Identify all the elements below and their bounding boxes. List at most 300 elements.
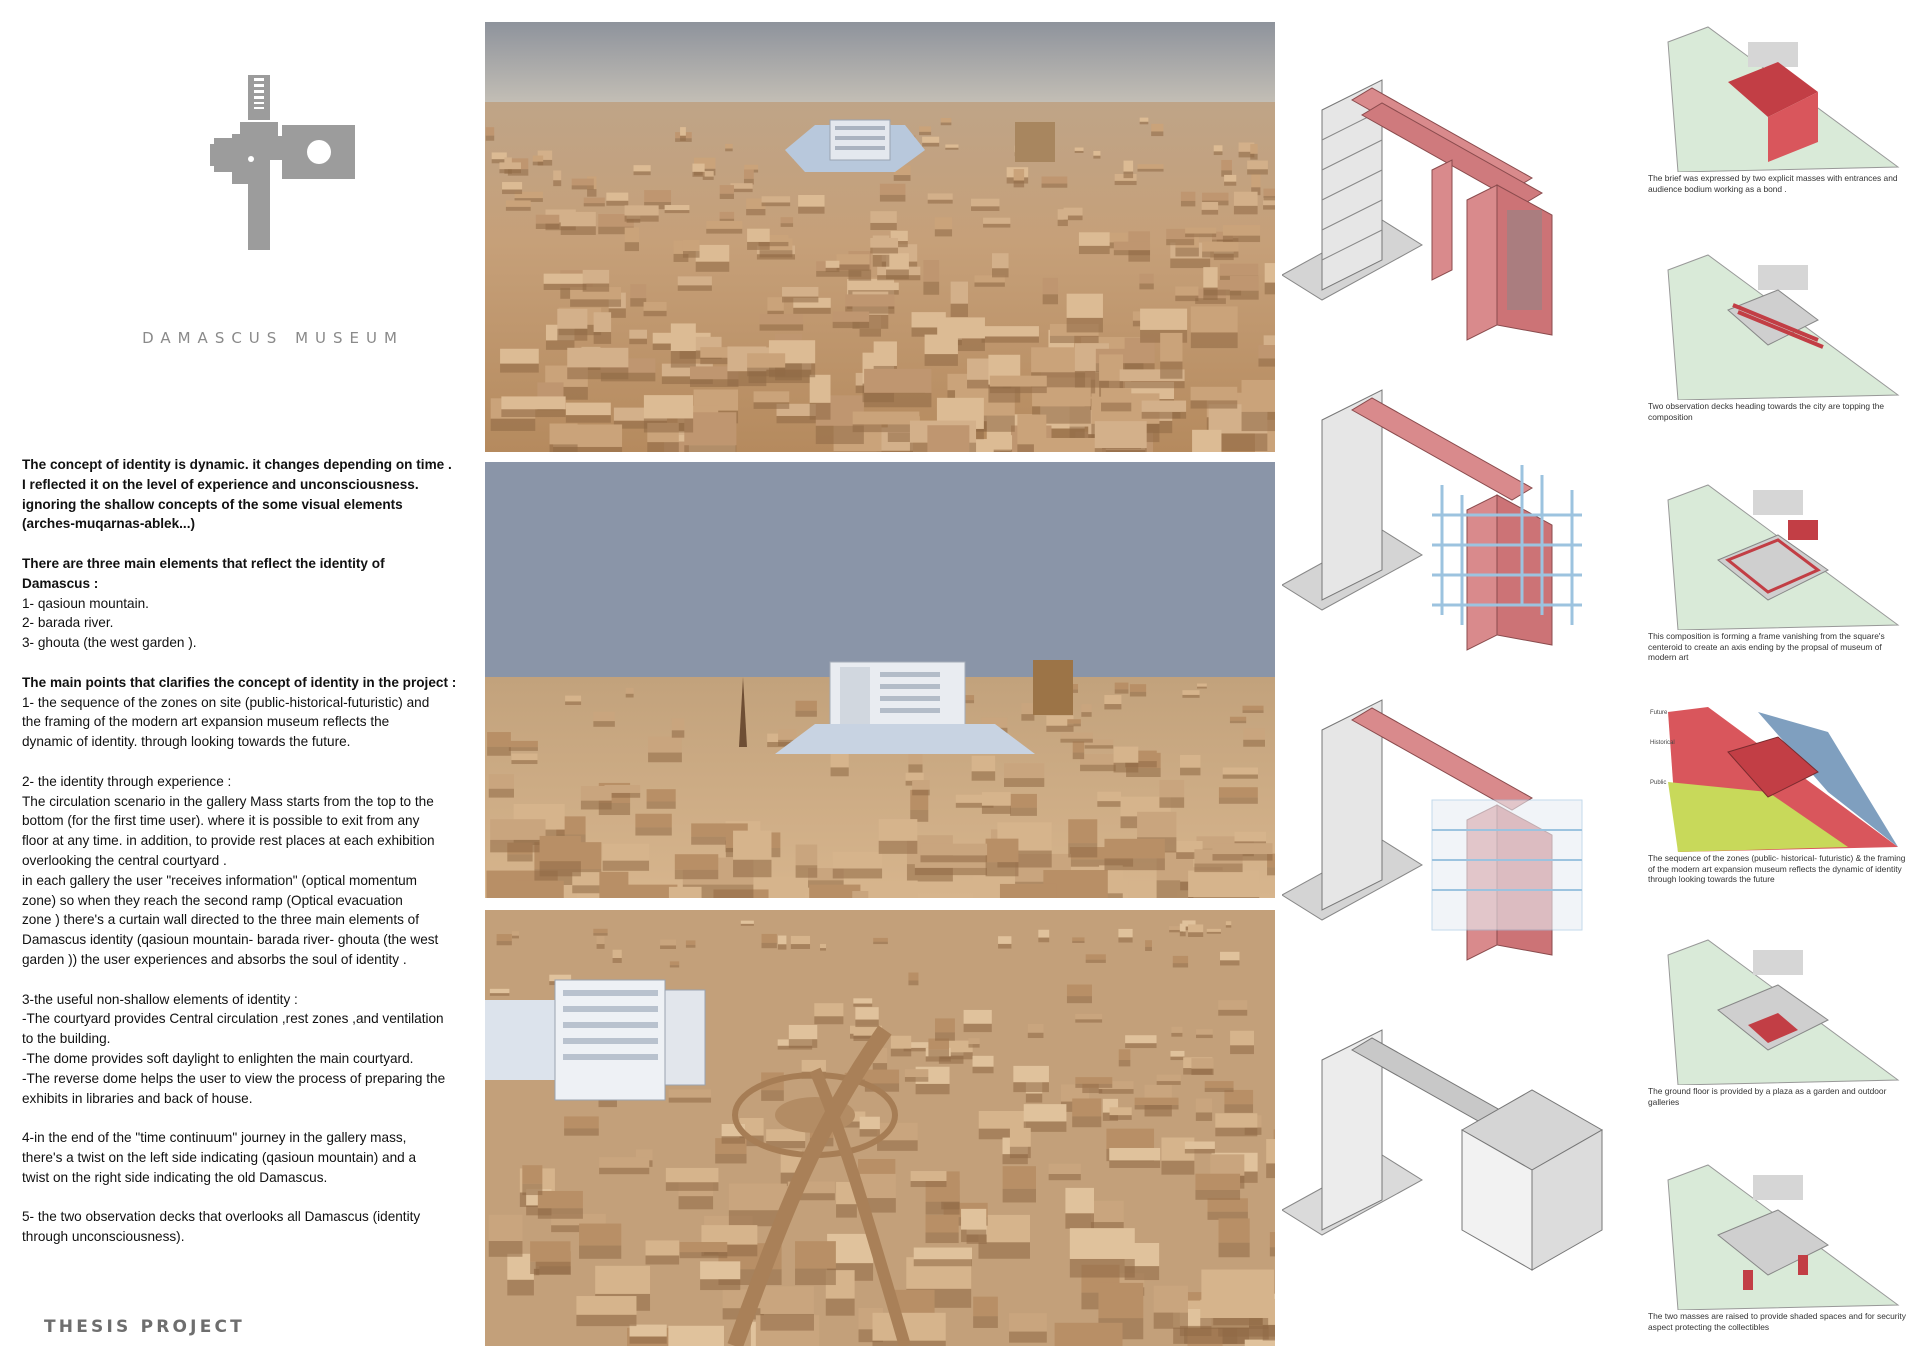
model-block-shadow	[870, 248, 898, 254]
model-block	[778, 936, 786, 945]
point2-paragraph	[22, 772, 467, 970]
model-block	[1070, 1228, 1135, 1259]
model-block-shadow	[796, 865, 818, 877]
model-block	[625, 227, 639, 242]
model-block	[1263, 189, 1275, 196]
model-block-shadow	[583, 284, 609, 292]
model-block-shadow	[594, 332, 611, 344]
model-block-shadow	[679, 1196, 714, 1209]
model-block	[1043, 278, 1058, 295]
model-block-shadow	[1263, 205, 1275, 209]
model-block-shadow	[497, 941, 512, 945]
model-block	[927, 425, 969, 452]
model-block	[992, 253, 1009, 268]
model-block-shadow	[1038, 938, 1049, 943]
point-line: 2- the identity through experience :	[22, 773, 232, 789]
model-block-shadow	[725, 149, 732, 152]
intro-line: I reflected it on the level of experience and unconsciousness.	[22, 476, 419, 492]
model-block	[833, 852, 882, 869]
site-diagram-2	[1648, 250, 1910, 422]
model-block-shadow	[509, 747, 538, 751]
model-block	[982, 326, 1039, 336]
model-block	[820, 944, 826, 948]
point-line: in each gallery the user "receives information" (optical momentum	[22, 872, 417, 888]
model-block-shadow	[1243, 710, 1264, 713]
model-block	[855, 1007, 878, 1019]
model-block	[1266, 1139, 1275, 1163]
model-block	[1091, 1201, 1124, 1222]
model-block-shadow	[644, 418, 693, 432]
model-block-shadow	[961, 1230, 986, 1242]
model-block-shadow	[1219, 1243, 1250, 1258]
model-block-shadow	[1072, 1116, 1101, 1127]
model-block-shadow	[686, 945, 696, 948]
model-block	[1224, 1090, 1253, 1104]
model-block-shadow	[1119, 1060, 1131, 1066]
model-block	[760, 1286, 814, 1314]
model-block-shadow	[926, 1056, 951, 1061]
model-block	[941, 118, 952, 123]
model-block	[1214, 145, 1223, 151]
model-block	[634, 165, 651, 171]
model-block	[1014, 169, 1025, 180]
model-block-shadow	[762, 943, 777, 948]
model-block	[1191, 306, 1238, 332]
model-block-shadow	[1265, 283, 1275, 295]
model-block	[880, 184, 906, 195]
model-block	[497, 934, 512, 941]
model-block-shadow	[1194, 864, 1242, 873]
model-block	[1242, 380, 1275, 412]
model-block	[1137, 164, 1163, 169]
diagram-caption: Two observation decks heading towards the city are topping the composition	[1648, 401, 1885, 422]
model-block	[845, 294, 894, 306]
model-block-shadow	[635, 827, 671, 835]
point-line: 4-in the end of the "time continuum" journey in the gallery mass,	[22, 1130, 407, 1146]
model-block	[630, 1325, 667, 1337]
model-block-shadow	[761, 1090, 784, 1101]
project-title: DAMASCUS MUSEUM	[142, 329, 404, 347]
model-block	[914, 1248, 972, 1260]
model-block	[912, 780, 930, 790]
model-block	[982, 792, 1011, 806]
model-block	[1224, 175, 1236, 182]
site-diagram-1	[1648, 22, 1910, 194]
model-block	[630, 284, 646, 298]
model-block	[567, 348, 628, 368]
model-block-shadow	[553, 180, 561, 186]
model-block-shadow	[533, 162, 543, 166]
model-block	[696, 245, 730, 262]
model-block	[1200, 1300, 1268, 1318]
model-block-shadow	[853, 424, 920, 432]
site-diagram-4	[1648, 702, 1910, 885]
model-block-shadow	[678, 285, 712, 290]
model-block	[1067, 719, 1081, 723]
model-block-shadow	[836, 1204, 857, 1217]
model-block	[973, 1056, 994, 1067]
model-block	[1235, 832, 1266, 842]
model-block	[725, 144, 732, 149]
model-block	[1180, 755, 1200, 768]
model-block	[501, 396, 565, 409]
model-block	[925, 335, 958, 355]
model-block	[544, 274, 587, 284]
model-block-shadow	[935, 229, 952, 236]
model-block-shadow	[567, 367, 628, 379]
elements-heading: There are three main elements that reflect the identity of	[22, 555, 385, 571]
intro-line: The concept of identity is dynamic. it changes depending on time .	[22, 457, 452, 472]
model-block	[891, 1036, 911, 1049]
model-block-shadow	[873, 942, 888, 944]
model-block	[1058, 209, 1068, 220]
elements-paragraph	[22, 554, 467, 653]
model-block	[1185, 228, 1216, 234]
model-block-shadow	[1224, 1104, 1253, 1113]
model-block-shadow	[1021, 714, 1034, 721]
model-block-shadow	[538, 1208, 583, 1218]
model-block-shadow	[1101, 403, 1131, 412]
model-block	[1223, 767, 1258, 774]
model-block	[536, 215, 559, 224]
model-block	[1230, 276, 1259, 291]
model-block	[1140, 118, 1149, 122]
model-block	[579, 1224, 621, 1246]
model-block	[1145, 940, 1152, 947]
model-block	[998, 936, 1011, 944]
point-line: overlooking the central courtyard .	[22, 852, 227, 868]
model-block	[550, 424, 578, 445]
model-block	[1024, 1104, 1067, 1121]
model-block-shadow	[487, 747, 511, 756]
model-block-shadow	[798, 207, 824, 214]
model-block-shadow	[647, 442, 678, 452]
model-block-shadow	[1073, 753, 1084, 760]
model-block	[1115, 683, 1129, 690]
model-block	[990, 376, 1047, 387]
model-block	[945, 144, 958, 147]
model-block-shadow	[833, 869, 882, 879]
model-block-shadow	[1004, 778, 1044, 787]
model-block-shadow	[646, 1255, 680, 1264]
model-block-shadow	[968, 1044, 979, 1048]
model-block-shadow	[978, 1242, 1030, 1258]
model-block-shadow	[1026, 1093, 1042, 1102]
model-block-shadow	[762, 202, 791, 206]
model-block-shadow	[894, 175, 911, 181]
model-block	[1173, 956, 1188, 963]
model-block	[961, 1209, 986, 1230]
model-block-shadow	[530, 1262, 570, 1274]
model-block	[814, 1003, 843, 1016]
model-block-shadow	[1243, 740, 1265, 747]
model-block	[599, 1157, 649, 1168]
model-block-shadow	[1220, 960, 1239, 965]
model-block	[1230, 717, 1246, 721]
model-block-shadow	[1120, 381, 1185, 388]
model-block-shadow	[1151, 131, 1163, 136]
model-block	[798, 195, 824, 207]
model-block	[1104, 839, 1164, 859]
model-block	[533, 156, 543, 162]
model-block-shadow	[1170, 1057, 1184, 1060]
model-block	[868, 881, 917, 898]
model-block	[538, 1191, 583, 1208]
model-block-shadow	[626, 694, 634, 698]
model-block-shadow	[1070, 1259, 1135, 1278]
model-block-shadow	[1050, 336, 1099, 343]
model-block	[553, 170, 561, 180]
model-block-shadow	[1013, 1082, 1049, 1092]
model-block-shadow	[1049, 1174, 1081, 1180]
model-block	[680, 1242, 728, 1252]
model-block-shadow	[675, 870, 718, 879]
model-block-shadow	[973, 1067, 994, 1074]
model-block	[1274, 1129, 1275, 1139]
model-block	[490, 819, 545, 840]
model-block	[1223, 225, 1260, 236]
model-block-shadow	[606, 201, 628, 206]
model-block	[646, 1240, 680, 1255]
model-block-shadow	[700, 1279, 740, 1290]
model-block-shadow	[795, 1269, 836, 1285]
model-block-shadow	[550, 444, 578, 452]
model-block	[540, 836, 581, 861]
model-block	[1180, 924, 1186, 932]
model-block-shadow	[1003, 1189, 1036, 1203]
model-block	[1251, 174, 1260, 187]
model-block-shadow	[1114, 763, 1139, 773]
model-block-shadow	[489, 789, 514, 798]
model-block-shadow	[974, 282, 1004, 286]
model-block	[500, 349, 539, 364]
model-block	[1114, 242, 1150, 250]
model-block	[1258, 345, 1275, 358]
model-block-shadow	[1214, 151, 1223, 155]
model-block-shadow	[1075, 1084, 1112, 1088]
site-model-photo-roundabout	[485, 910, 1275, 1346]
model-block	[686, 940, 696, 945]
model-block-shadow	[507, 854, 532, 861]
model-block-shadow	[512, 936, 519, 939]
model-block-shadow	[1086, 960, 1106, 963]
model-block	[1009, 1313, 1047, 1331]
model-block-shadow	[928, 1050, 949, 1057]
model-block-shadow	[1079, 246, 1110, 254]
point-line: twist on the right side indicating the old Damascus.	[22, 1169, 328, 1185]
model-block-shadow	[1010, 1147, 1031, 1158]
diagram-caption: The sequence of the zones (public- historical- futuristic) & the framing of the modern art expansion museum reflects the dynamic of identity through looking towards the future	[1648, 853, 1906, 884]
elements-heading: Damascus :	[22, 575, 99, 591]
model-block-shadow	[1080, 765, 1116, 771]
model-block	[1218, 1000, 1247, 1010]
model-block-shadow	[926, 1202, 960, 1215]
model-block	[680, 127, 686, 136]
model-block-shadow	[935, 1032, 955, 1040]
model-block	[1250, 144, 1257, 154]
model-block-shadow	[684, 445, 736, 452]
model-block	[595, 1266, 650, 1294]
diagram-caption: The two masses are raised to provide shaded spaces and for security aspect protecting the collectibles	[1648, 1311, 1906, 1332]
model-block-shadow	[1258, 358, 1275, 366]
model-block	[1210, 1154, 1244, 1175]
model-block-shadow	[522, 1184, 542, 1195]
model-block-shadow	[928, 200, 953, 204]
model-block	[744, 169, 754, 178]
model-block-shadow	[1046, 726, 1073, 732]
model-block-shadow	[647, 801, 676, 808]
model-block	[741, 921, 754, 924]
model-block-shadow	[1191, 400, 1238, 408]
model-block	[1202, 202, 1218, 210]
point-line: garden )) the user experiences and absorbs the soul of identity .	[22, 951, 407, 967]
element-item: 3- ghouta (the west garden ).	[22, 635, 197, 651]
model-block-shadow	[919, 132, 931, 135]
model-block-shadow	[1263, 196, 1275, 200]
model-block-shadow	[855, 1020, 878, 1027]
model-block-shadow	[644, 311, 667, 316]
model-block-shadow	[491, 419, 536, 431]
model-block-shadow	[998, 944, 1011, 949]
model-block-shadow	[990, 387, 1047, 394]
model-block	[1212, 843, 1272, 854]
model-block-shadow	[1223, 236, 1260, 242]
model-block-shadow	[908, 980, 918, 985]
model-block	[644, 395, 693, 418]
model-block	[1243, 706, 1264, 711]
model-block-shadow	[778, 944, 786, 949]
model-block-shadow	[1200, 1318, 1268, 1329]
model-block	[795, 701, 816, 711]
model-block-shadow	[1175, 296, 1198, 301]
model-block-shadow	[747, 242, 770, 250]
model-block-shadow	[880, 195, 906, 202]
model-block	[499, 162, 521, 169]
model-block-shadow	[1115, 689, 1129, 693]
model-block	[1072, 1098, 1101, 1116]
model-block-shadow	[625, 242, 639, 251]
model-block-shadow	[566, 415, 611, 423]
model-block-shadow	[1207, 932, 1221, 934]
model-block	[1201, 1270, 1274, 1302]
model-block	[1137, 812, 1176, 837]
model-block	[1196, 1098, 1212, 1112]
model-block-shadow	[486, 136, 494, 141]
model-block	[507, 1254, 534, 1280]
model-block-shadow	[564, 1128, 599, 1135]
model-block	[968, 1038, 979, 1044]
model-block-shadow	[490, 993, 510, 996]
model-block	[1188, 924, 1203, 932]
model-block	[1195, 1174, 1240, 1190]
model-block-shadow	[581, 801, 612, 810]
model-block	[626, 688, 634, 694]
model-block-shadow	[1157, 1081, 1181, 1085]
model-block	[1013, 1066, 1049, 1082]
model-block-shadow	[670, 965, 679, 967]
model-block-shadow	[826, 1299, 855, 1316]
model-block-shadow	[1159, 797, 1184, 807]
model-block	[906, 773, 924, 781]
model-block-shadow	[1043, 294, 1058, 304]
model-block	[747, 353, 785, 367]
model-block-shadow	[922, 143, 939, 147]
model-block-shadow	[1145, 947, 1152, 951]
model-block	[1196, 1029, 1213, 1035]
model-block-shadow	[833, 322, 869, 328]
model-block-shadow	[502, 190, 522, 194]
model-block-shadow	[1203, 288, 1217, 300]
model-block-shadow	[660, 945, 676, 949]
model-block-shadow	[666, 1182, 719, 1191]
element-item: 1- qasioun mountain.	[22, 595, 149, 611]
model-block-shadow	[1109, 1160, 1160, 1167]
model-block-shadow	[609, 308, 626, 317]
model-block	[1021, 703, 1034, 714]
model-block	[486, 127, 494, 135]
model-block-shadow	[499, 169, 521, 173]
model-block	[1270, 1232, 1275, 1247]
point-line: dynamic of identity. through looking towards the future.	[22, 734, 351, 750]
model-block	[1208, 1198, 1248, 1211]
model-block	[1055, 1323, 1123, 1346]
model-block-shadow	[1058, 220, 1068, 226]
model-block	[565, 696, 581, 702]
model-block	[594, 312, 611, 332]
model-block	[584, 198, 605, 204]
model-block	[675, 854, 718, 870]
model-block	[1068, 819, 1097, 843]
model-block-shadow	[715, 1154, 746, 1163]
model-block-shadow	[916, 1084, 950, 1094]
model-block	[1130, 684, 1146, 692]
model-block-shadow	[665, 210, 690, 213]
model-block	[1192, 430, 1221, 452]
model-block	[1034, 438, 1102, 452]
axonometric-grey-model	[1282, 1020, 1652, 1280]
model-block	[886, 253, 909, 269]
model-block	[1175, 286, 1198, 295]
model-block	[701, 1225, 757, 1245]
point-line: there's a twist on the left side indicating (qasioun mountain) and a	[22, 1149, 417, 1165]
model-block	[796, 845, 818, 866]
model-block-shadow	[613, 958, 622, 963]
model-block	[660, 940, 676, 946]
model-block-shadow	[557, 329, 587, 341]
model-block-shadow	[1068, 843, 1097, 857]
model-block	[983, 218, 1010, 224]
intro-paragraph	[22, 455, 467, 534]
model-block	[1067, 294, 1103, 318]
model-block	[1028, 1024, 1044, 1033]
model-block	[511, 754, 537, 761]
model-block-shadow	[982, 806, 1011, 814]
model-block-shadow	[831, 767, 849, 776]
model-block-shadow	[1202, 210, 1218, 215]
model-block	[1110, 1107, 1132, 1115]
model-block	[1093, 151, 1100, 156]
model-block-shadow	[1195, 1190, 1240, 1200]
model-block-shadow	[630, 1337, 667, 1344]
model-block-shadow	[603, 861, 649, 871]
model-block-shadow	[891, 1049, 911, 1057]
model-block-shadow	[634, 171, 651, 175]
model-block-shadow	[507, 1280, 534, 1296]
model-block	[1135, 1098, 1179, 1105]
model-block	[791, 936, 810, 944]
model-block	[1202, 242, 1238, 252]
model-block-shadow	[1118, 937, 1132, 942]
